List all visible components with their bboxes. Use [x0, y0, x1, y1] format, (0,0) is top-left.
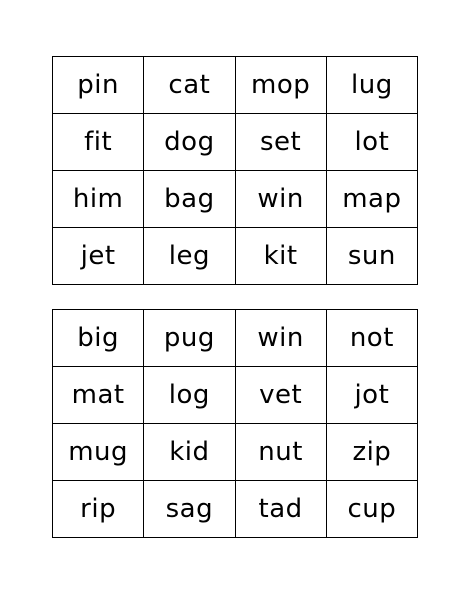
word-cell: pin	[53, 57, 144, 114]
word-cell: bag	[144, 171, 235, 228]
word-cell: map	[326, 171, 417, 228]
card-row	[53, 481, 418, 538]
card-row	[53, 171, 418, 228]
word-cell: him	[53, 171, 144, 228]
word-cell: leg	[144, 228, 235, 285]
card-row	[53, 114, 418, 171]
card-row	[53, 57, 418, 114]
card-row	[53, 367, 418, 424]
word-cell: win	[235, 310, 326, 367]
word-cell: zip	[326, 424, 417, 481]
word-cell: set	[235, 114, 326, 171]
card-row	[53, 228, 418, 285]
word-cell: kit	[235, 228, 326, 285]
word-cell: rip	[53, 481, 144, 538]
word-cell: kid	[144, 424, 235, 481]
card-row	[53, 310, 418, 367]
word-cell: mat	[53, 367, 144, 424]
word-cell: lot	[326, 114, 417, 171]
word-cell: cat	[144, 57, 235, 114]
word-card-bottom	[52, 309, 418, 538]
word-cell: dog	[144, 114, 235, 171]
word-cell: fit	[53, 114, 144, 171]
word-cell: not	[326, 310, 417, 367]
word-cell: cup	[326, 481, 417, 538]
word-cell: lug	[326, 57, 417, 114]
word-cell: mop	[235, 57, 326, 114]
word-cell: win	[235, 171, 326, 228]
word-cell: pug	[144, 310, 235, 367]
word-cell: log	[144, 367, 235, 424]
word-cell: jot	[326, 367, 417, 424]
word-cell: nut	[235, 424, 326, 481]
card-row	[53, 424, 418, 481]
word-cell: mug	[53, 424, 144, 481]
word-cell: jet	[53, 228, 144, 285]
word-cell: sag	[144, 481, 235, 538]
word-cell: big	[53, 310, 144, 367]
word-cell: sun	[326, 228, 417, 285]
word-card-top	[52, 56, 418, 285]
word-cell: tad	[235, 481, 326, 538]
word-cell: vet	[235, 367, 326, 424]
